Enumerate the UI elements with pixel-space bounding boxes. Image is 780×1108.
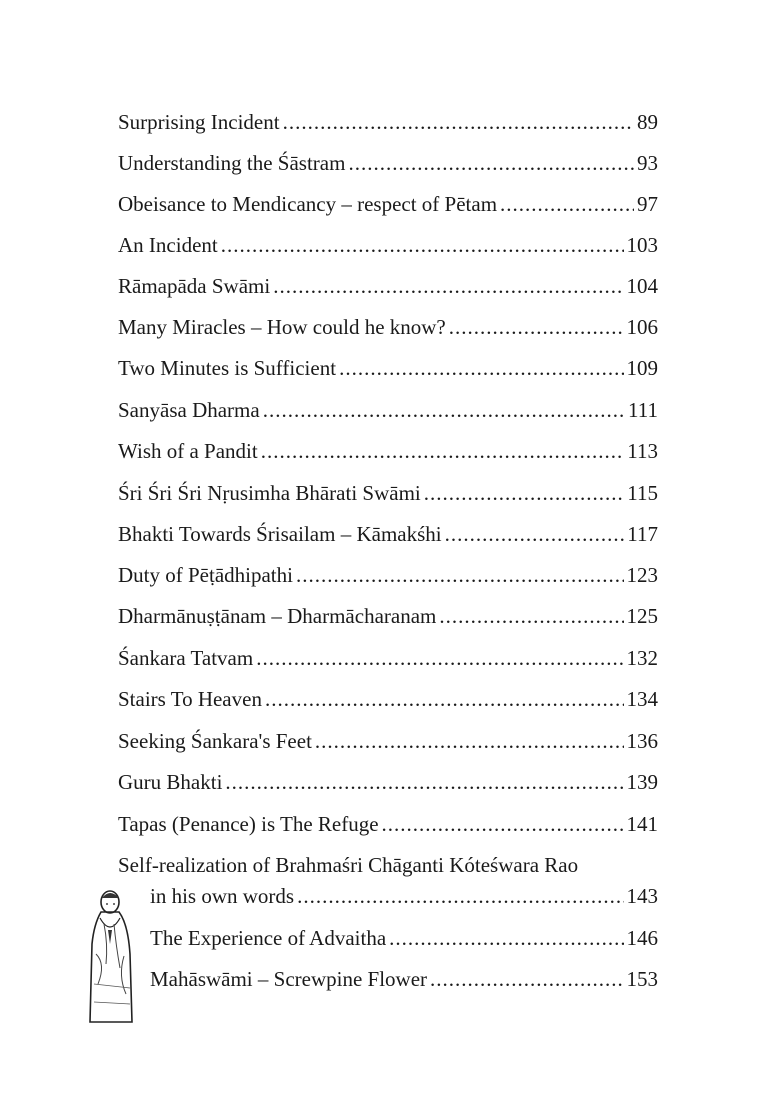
- toc-entry[interactable]: [118, 810, 658, 838]
- portrait-sketch-icon: [86, 884, 136, 1024]
- dot-leader: [265, 685, 624, 713]
- toc-entry-title: Rāmapāda Swāmi: [118, 274, 271, 298]
- toc-entry-title: Many Miracles – How could he know?: [118, 315, 446, 339]
- toc-entry-title: Surprising Incident: [118, 110, 280, 134]
- toc-entry-page: 109: [626, 356, 658, 380]
- dot-leader: [348, 149, 634, 177]
- dot-leader: [445, 520, 625, 548]
- toc-entry-page: 146: [626, 926, 658, 950]
- toc-entry-page: 89: [637, 110, 658, 134]
- toc-entry-title: Sanyāsa Dharma: [118, 398, 260, 422]
- dot-leader: [449, 313, 624, 341]
- toc-entry[interactable]: [118, 520, 658, 548]
- toc-entry[interactable]: [118, 108, 658, 136]
- toc-entry-page: 97: [637, 192, 658, 216]
- toc-entry[interactable]: [118, 354, 658, 382]
- toc-entry[interactable]: [118, 479, 658, 507]
- toc-entry[interactable]: [118, 313, 658, 341]
- dot-leader: [389, 924, 623, 952]
- toc-entry-title: Wish of a Pandit: [118, 439, 258, 463]
- toc-entry-title: Śankara Tatvam: [118, 646, 254, 670]
- toc-entry-title: Seeking Śankara's Feet: [118, 729, 312, 753]
- toc-entry-title: Tapas (Penance) is The Refuge: [118, 812, 379, 836]
- dot-leader: [439, 602, 623, 630]
- toc-entry-title: in his own words: [150, 884, 295, 908]
- dot-leader: [315, 727, 624, 755]
- dot-leader: [424, 479, 625, 507]
- toc-entry-title: Dharmānuṣṭānam – Dharmācharanam: [118, 604, 437, 628]
- dot-leader: [430, 965, 623, 993]
- toc-entry-title: The Experience of Advaitha: [150, 926, 387, 950]
- toc-entry-page: 103: [626, 233, 658, 257]
- toc-entry-page: 111: [628, 398, 658, 422]
- toc-entry-page: 134: [626, 687, 658, 711]
- toc-entry[interactable]: [118, 602, 658, 630]
- toc-entry-page: 143: [626, 884, 658, 908]
- toc-entry[interactable]: [118, 190, 658, 218]
- toc-entry-page: 139: [626, 770, 658, 794]
- dot-leader: [296, 561, 624, 589]
- dot-leader: [256, 644, 623, 672]
- dot-leader: [225, 768, 623, 796]
- dot-leader: [283, 108, 634, 136]
- toc-entry[interactable]: [118, 727, 658, 755]
- toc-entry-title: Obeisance to Mendicancy – respect of Pētam: [118, 192, 498, 216]
- toc-entry-title: Śri Śri Śri Nṛusimha Bhārati Swāmi: [118, 481, 421, 505]
- toc-entry[interactable]: [118, 644, 658, 672]
- toc-entry-page: 132: [626, 646, 658, 670]
- dot-leader: [261, 437, 625, 465]
- toc-entry-page: 113: [627, 439, 658, 463]
- toc-sub-entry[interactable]: [150, 924, 658, 952]
- dot-leader: [382, 810, 624, 838]
- dot-leader: [297, 882, 623, 910]
- toc-sub-entry[interactable]: [150, 965, 658, 993]
- toc-entry-page: 115: [627, 481, 658, 505]
- toc-entry-title: Bhakti Towards Śrisailam – Kāmakśhi: [118, 522, 442, 546]
- toc-entry-title: Understanding the Śāstram: [118, 151, 346, 175]
- toc-entry-title: Guru Bhakti: [118, 770, 223, 794]
- toc-entry-title: An Incident: [118, 233, 218, 257]
- toc-entry[interactable]: [118, 768, 658, 796]
- toc-entry-page: 153: [626, 967, 658, 991]
- toc-entry-page: 123: [626, 563, 658, 587]
- dot-leader: [221, 231, 624, 259]
- toc-entry-title: Two Minutes is Sufficient: [118, 356, 337, 380]
- toc-entry-self-realization[interactable]: [150, 882, 658, 910]
- toc-entry-page: 117: [627, 522, 658, 546]
- dot-leader: [273, 272, 623, 300]
- self-realization-heading[interactable]: Self-realization of Brahmaśri Chāganti Kóteśwara Rao: [118, 853, 579, 877]
- toc-entry-page: 106: [626, 315, 658, 339]
- toc-entry[interactable]: [118, 272, 658, 300]
- toc-entry[interactable]: [118, 685, 658, 713]
- toc-entry[interactable]: [118, 561, 658, 589]
- toc-entry-page: 125: [626, 604, 658, 628]
- toc-entry-title: Stairs To Heaven: [118, 687, 262, 711]
- toc-entry[interactable]: [118, 231, 658, 259]
- dot-leader: [339, 354, 623, 382]
- dot-leader: [500, 190, 634, 218]
- toc-entry[interactable]: [118, 149, 658, 177]
- toc-entry-title: Duty of Pēṭādhipathi: [118, 563, 293, 587]
- toc-entry-page: 104: [626, 274, 658, 298]
- toc-entry-page: 136: [626, 729, 658, 753]
- toc-entry-title: Mahāswāmi – Screwpine Flower: [150, 967, 428, 991]
- toc-entry[interactable]: [118, 396, 658, 424]
- toc-entry[interactable]: [118, 437, 658, 465]
- toc-entry-page: 93: [637, 151, 658, 175]
- dot-leader: [263, 396, 625, 424]
- toc-entry-page: 141: [626, 812, 658, 836]
